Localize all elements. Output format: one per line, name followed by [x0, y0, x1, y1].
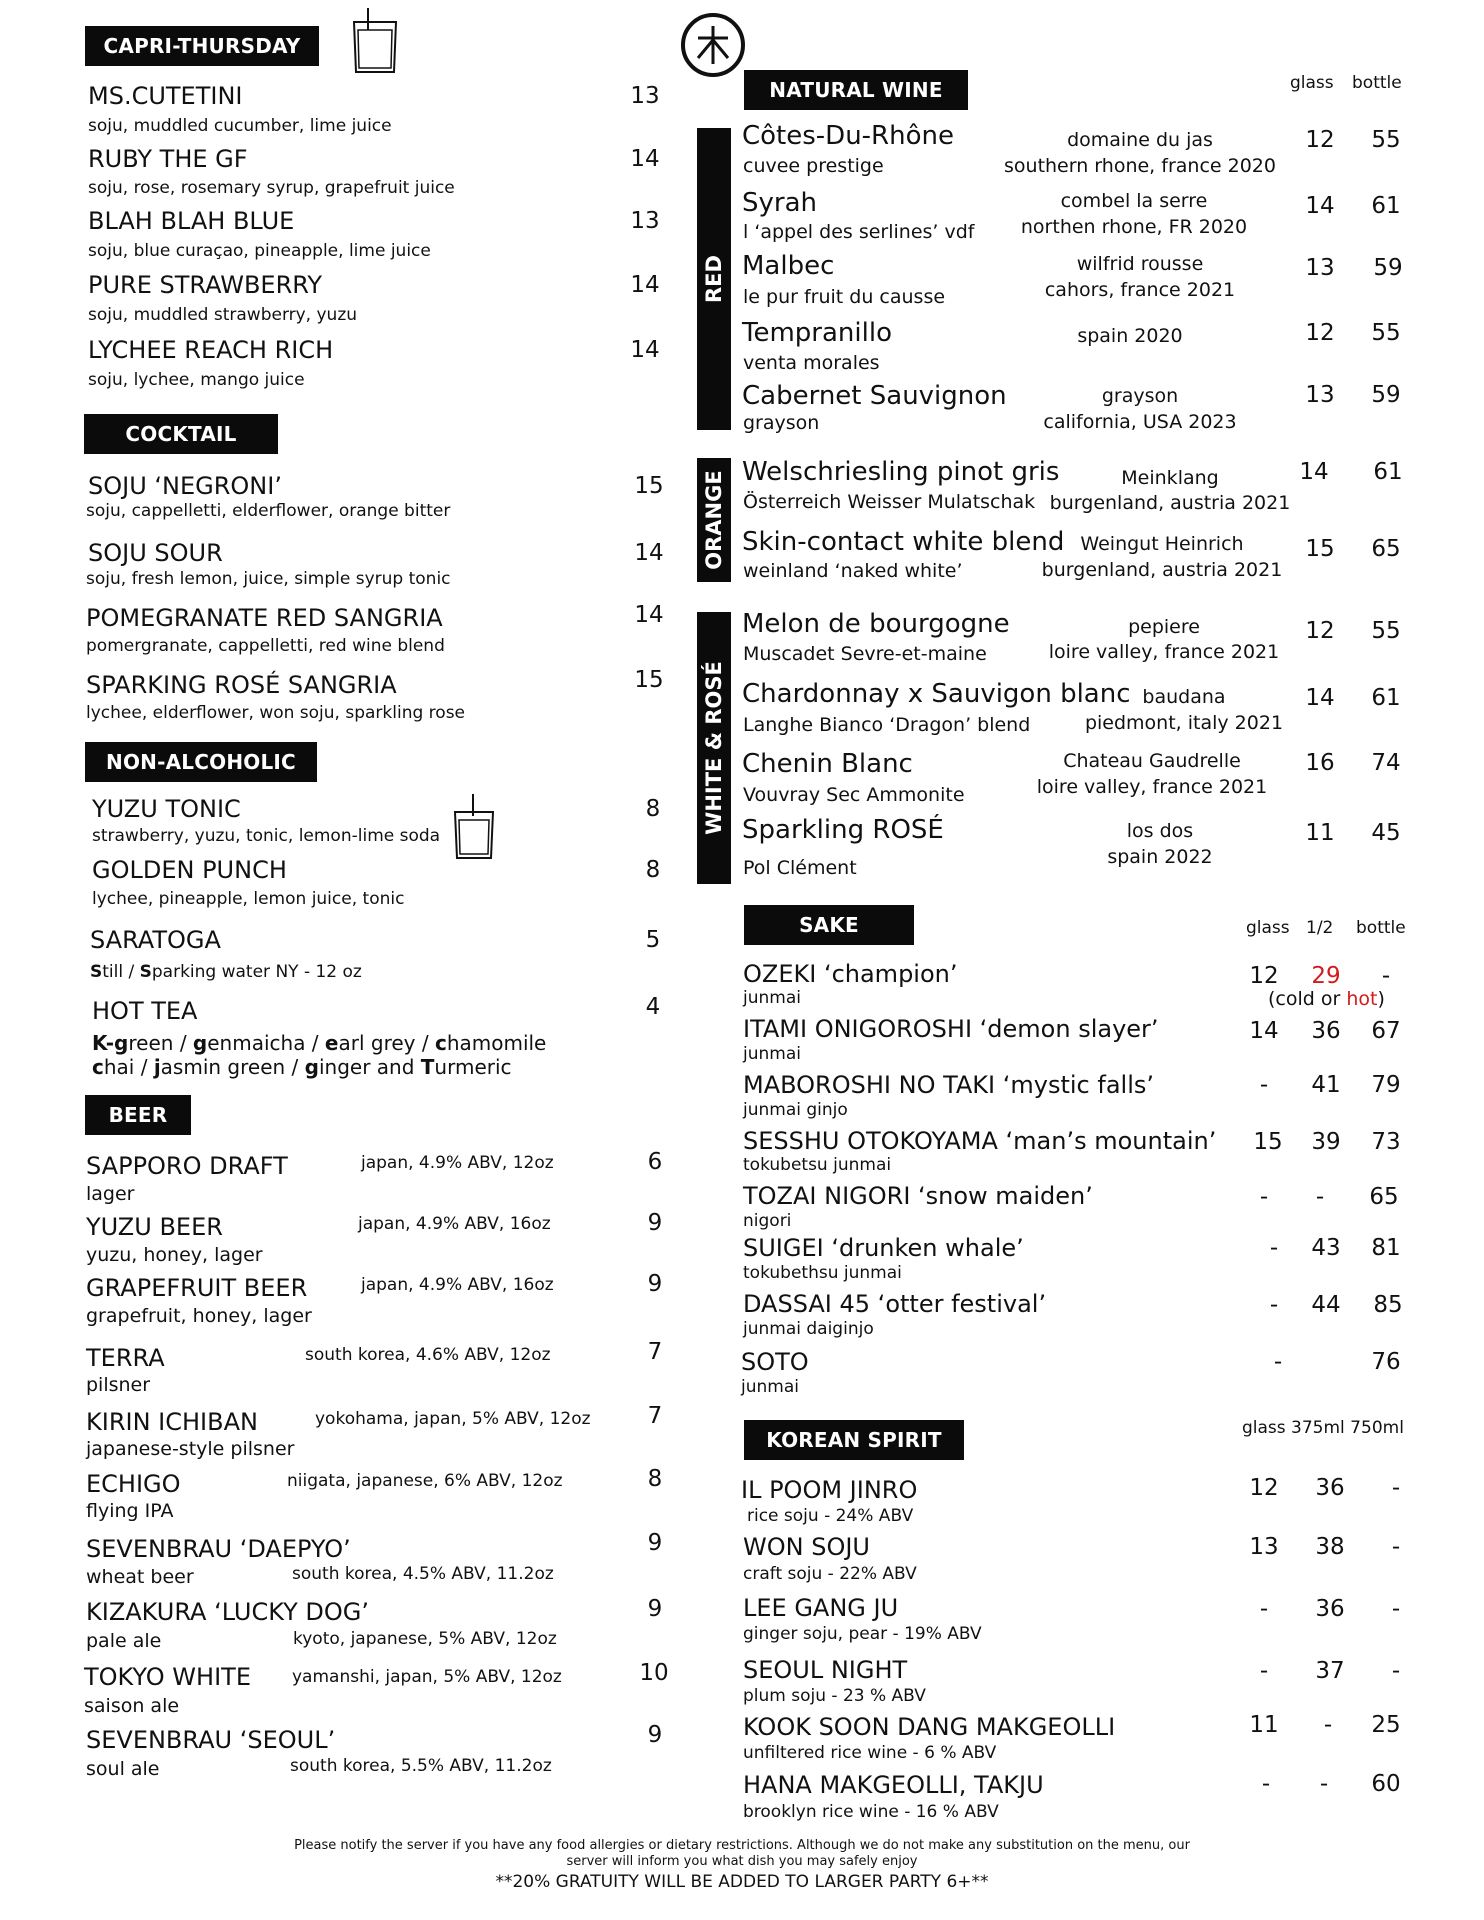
- wine-bottle-price: 74: [1371, 750, 1401, 776]
- spirit-glass-price: 11: [1249, 1712, 1279, 1738]
- spirit-375ml-price: -: [1323, 1712, 1333, 1738]
- menu-item-name: MS.CUTETINI: [88, 82, 243, 110]
- menu-item-origin: kyoto, japanese, 5% ABV, 12oz: [293, 1629, 557, 1649]
- sake-name: DASSAI 45 ‘otter festival’: [743, 1290, 1047, 1318]
- desc-text: hamomile: [446, 1031, 547, 1055]
- sake-name: MABOROSHI NO TAKI ‘mystic falls’: [743, 1071, 1154, 1099]
- menu-item-origin: japan, 4.9% ABV, 16oz: [361, 1275, 554, 1295]
- spirit-750ml-price: 60: [1371, 1771, 1401, 1797]
- spirit-glass-price: -: [1261, 1771, 1271, 1797]
- emphasis-letter: c: [92, 1055, 104, 1079]
- menu-item-price: 14: [630, 272, 660, 298]
- column-header-half: 1/2: [1306, 918, 1334, 938]
- sake-bottle-price: 67: [1371, 1018, 1401, 1044]
- sake-glass-price: 15: [1253, 1129, 1283, 1155]
- wine-bottle-price: 55: [1371, 320, 1401, 346]
- sake-subtitle: junmai: [741, 1377, 799, 1397]
- menu-item-name: SPARKING ROSÉ SANGRIA: [86, 671, 397, 699]
- spirit-name: KOOK SOON DANG MAKGEOLLI: [743, 1713, 1116, 1741]
- emphasis-letter: S: [90, 962, 103, 982]
- column-header-bottle: bottle: [1356, 918, 1406, 938]
- menu-item-price: 7: [647, 1339, 663, 1365]
- wine-region: spain 2022: [1107, 846, 1213, 868]
- menu-item-desc: soju, muddled cucumber, lime juice: [88, 116, 392, 136]
- menu-item-desc: soju, rose, rosemary syrup, grapefruit juice: [88, 178, 455, 198]
- sake-glass-price: -: [1269, 1235, 1279, 1261]
- desc-text: urmeric: [434, 1055, 512, 1079]
- wine-region: loire valley, france 2021: [1036, 776, 1268, 798]
- menu-item-origin: south korea, 5.5% ABV, 11.2oz: [290, 1756, 552, 1776]
- menu-item-price: 7: [647, 1403, 663, 1429]
- menu-item-name: RUBY THE GF: [88, 145, 248, 173]
- menu-item-origin: south korea, 4.5% ABV, 11.2oz: [292, 1564, 554, 1584]
- menu-item-desc: japanese-style pilsner: [86, 1438, 295, 1460]
- glass-icon: [451, 790, 497, 862]
- wine-producer: combel la serre: [1060, 190, 1208, 212]
- sake-subtitle: tokubethsu junmai: [743, 1263, 902, 1283]
- category-label: ORANGE: [702, 470, 726, 570]
- spirit-750ml-price: -: [1391, 1534, 1401, 1560]
- menu-item-name: GOLDEN PUNCH: [92, 856, 287, 884]
- wine-subtitle: venta morales: [743, 352, 880, 374]
- menu-item-name: YUZU BEER: [86, 1213, 223, 1241]
- menu-item-price: 9: [647, 1271, 663, 1297]
- menu-item-desc: saison ale: [84, 1695, 180, 1717]
- sake-name: TOZAI NIGORI ‘snow maiden’: [743, 1182, 1093, 1210]
- spirit-subtitle: brooklyn rice wine - 16 % ABV: [743, 1802, 999, 1822]
- menu-item-name: ECHIGO: [86, 1470, 181, 1498]
- menu-item-price: 4: [645, 994, 661, 1020]
- sake-bottle-price: -: [1381, 963, 1391, 989]
- sake-name: ITAMI ONIGOROSHI ‘demon slayer’: [743, 1015, 1159, 1043]
- menu-item-desc: soju, cappelletti, elderflower, orange bitter: [86, 501, 451, 521]
- wine-producer: Chateau Gaudrelle: [1063, 750, 1241, 772]
- spirit-glass-price: 13: [1249, 1534, 1279, 1560]
- emphasis-letter: g: [192, 1031, 208, 1055]
- sake-half-price: 44: [1311, 1292, 1341, 1318]
- wine-name: Sparkling ROSÉ: [742, 815, 944, 845]
- spirit-name: HANA MAKGEOLLI, TAKJU: [743, 1771, 1044, 1799]
- sake-half-price: 36: [1311, 1018, 1341, 1044]
- menu-item-price: 8: [647, 1466, 663, 1492]
- glass-icon: [346, 4, 404, 76]
- emphasis-letter: S: [139, 962, 152, 982]
- wine-bottle-price: 61: [1371, 193, 1401, 219]
- column-header-korean: glass 375ml 750ml: [1242, 1418, 1404, 1438]
- sake-glass-price: 12: [1249, 963, 1279, 989]
- sake-half-price: 43: [1311, 1235, 1341, 1261]
- sake-glass-price: 14: [1249, 1018, 1279, 1044]
- wine-glass-price: 12: [1305, 127, 1335, 153]
- menu-item-desc: flying IPA: [86, 1500, 174, 1522]
- column-header-glass: glass: [1290, 73, 1334, 93]
- footer-allergy-notice: Please notify the server if you have any food allergies or dietary restrictions. Although we do not make any substitution on the menu, our: [294, 1838, 1190, 1853]
- section-header-natural-wine: [744, 70, 968, 110]
- menu-item-desc: pilsner: [86, 1374, 151, 1396]
- menu-item-name: PURE STRAWBERRY: [88, 271, 323, 299]
- sake-glass-price: -: [1259, 1184, 1269, 1210]
- sake-bottle-price: 81: [1371, 1235, 1401, 1261]
- menu-item-origin: yokohama, japan, 5% ABV, 12oz: [315, 1409, 591, 1429]
- desc-text: hai /: [103, 1055, 154, 1079]
- category-bar-white-rose: [697, 612, 731, 884]
- emphasis-letter: j: [153, 1055, 161, 1079]
- menu-item-price: 15: [634, 667, 664, 693]
- tree-logo-icon: [680, 12, 746, 78]
- wine-bottle-price: 59: [1371, 382, 1401, 408]
- menu-item-desc: soju, blue curaçao, pineapple, lime juice: [88, 241, 431, 261]
- wine-producer: Weingut Heinrich: [1080, 533, 1244, 555]
- menu-item-name: BLAH BLAH BLUE: [88, 207, 295, 235]
- section-title: COCKTAIL: [125, 422, 237, 446]
- spirit-name: SEOUL NIGHT: [743, 1656, 908, 1684]
- wine-name: Welschriesling pinot gris: [742, 457, 1060, 487]
- wine-subtitle: cuvee prestige: [743, 155, 884, 177]
- menu-item-origin: japan, 4.9% ABV, 16oz: [358, 1214, 551, 1234]
- section-header-capri-thursday: [85, 26, 319, 66]
- wine-bottle-price: 61: [1373, 459, 1403, 485]
- menu-item-price: 13: [630, 208, 660, 234]
- menu-item-price: 10: [639, 1660, 669, 1686]
- wine-bottle-price: 55: [1371, 618, 1401, 644]
- wine-glass-price: 14: [1305, 685, 1335, 711]
- tea-options-line-1: [92, 1031, 546, 1055]
- spirit-750ml-price: -: [1391, 1596, 1401, 1622]
- menu-item-name: YUZU TONIC: [92, 795, 241, 823]
- menu-item-origin: japan, 4.9% ABV, 12oz: [361, 1153, 554, 1173]
- section-title: BEER: [108, 1103, 168, 1127]
- wine-producer: baudana: [1142, 686, 1226, 708]
- sake-name: OZEKI ‘champion’: [743, 960, 958, 988]
- wine-name: Chardonnay x Sauvigon blanc: [742, 679, 1131, 709]
- wine-glass-price: 14: [1299, 459, 1329, 485]
- sake-name: SESSHU OTOKOYAMA ‘man’s mountain’: [743, 1127, 1217, 1155]
- menu-item-name: KIRIN ICHIBAN: [86, 1408, 258, 1436]
- wine-glass-price: 15: [1305, 536, 1335, 562]
- note-hot: hot: [1346, 988, 1378, 1010]
- sake-glass-price: -: [1269, 1292, 1279, 1318]
- section-title: NATURAL WINE: [769, 78, 943, 102]
- category-label: RED: [702, 255, 726, 303]
- sake-glass-price: -: [1259, 1072, 1269, 1098]
- menu-item-price: 9: [647, 1530, 663, 1556]
- sake-subtitle: nigori: [743, 1211, 792, 1231]
- wine-producer: grayson: [1101, 385, 1179, 407]
- section-header-cocktail: [84, 414, 278, 454]
- spirit-glass-price: -: [1259, 1658, 1269, 1684]
- wine-bottle-price: 45: [1371, 820, 1401, 846]
- menu-item-desc: [90, 961, 362, 983]
- menu-item-name: KIZAKURA ‘LUCKY DOG’: [86, 1598, 369, 1626]
- desc-text: enmaicha /: [207, 1031, 325, 1055]
- menu-item-name: SEVENBRAU ‘SEOUL’: [86, 1726, 336, 1754]
- menu-item-price: 14: [630, 337, 660, 363]
- desc-text: reen /: [128, 1031, 193, 1055]
- menu-item-price: 14: [634, 540, 664, 566]
- desc-text: inger and: [318, 1055, 421, 1079]
- menu-item-desc: soju, lychee, mango juice: [88, 370, 305, 390]
- wine-subtitle: weinland ‘naked white’: [743, 560, 963, 582]
- spirit-name: LEE GANG JU: [743, 1594, 899, 1622]
- wine-glass-price: 13: [1305, 255, 1335, 281]
- spirit-subtitle: ginger soju, pear - 19% ABV: [743, 1624, 982, 1644]
- wine-glass-price: 13: [1305, 382, 1335, 408]
- section-header-korean-spirit: [744, 1420, 964, 1460]
- sake-bottle-price: 79: [1371, 1072, 1401, 1098]
- sake-subtitle: junmai daiginjo: [743, 1319, 874, 1339]
- menu-item-desc: strawberry, yuzu, tonic, lemon-lime soda: [92, 826, 441, 846]
- spirit-375ml-price: 37: [1315, 1658, 1345, 1684]
- emphasis-letter: c: [434, 1031, 447, 1055]
- menu-item-name: LYCHEE REACH RICH: [88, 336, 334, 364]
- sake-half-price: -: [1315, 1184, 1325, 1210]
- menu-item-price: 14: [630, 146, 660, 172]
- wine-subtitle: Langhe Bianco ‘Dragon’ blend: [743, 714, 1031, 736]
- menu-item-desc: soul ale: [86, 1758, 160, 1780]
- menu-item-price: 6: [647, 1149, 663, 1175]
- category-bar-orange: [697, 458, 731, 582]
- sake-half-price: 41: [1311, 1072, 1341, 1098]
- menu-item-origin: south korea, 4.6% ABV, 12oz: [305, 1345, 551, 1365]
- section-title: SAKE: [799, 913, 859, 937]
- section-header-beer: [85, 1095, 191, 1135]
- spirit-name: WON SOJU: [743, 1533, 870, 1561]
- wine-name: Côtes-Du-Rhône: [742, 121, 954, 151]
- menu-item-origin: yamanshi, japan, 5% ABV, 12oz: [292, 1667, 562, 1687]
- menu-item-price: 14: [634, 602, 664, 628]
- column-header-glass: glass: [1246, 918, 1290, 938]
- wine-region: cahors, france 2021: [1044, 279, 1236, 301]
- menu-item-desc: pale ale: [86, 1630, 162, 1652]
- menu-item-name: SARATOGA: [90, 926, 221, 954]
- category-label: WHITE & ROSÉ: [702, 661, 726, 835]
- wine-subtitle: Vouvray Sec Ammonite: [743, 784, 965, 806]
- emphasis-letter: T: [420, 1055, 435, 1079]
- menu-item-name: GRAPEFRUIT BEER: [86, 1274, 308, 1302]
- menu-item-price: 5: [645, 927, 661, 953]
- sake-subtitle: junmai ginjo: [743, 1100, 848, 1120]
- note-text: (cold or: [1268, 988, 1347, 1010]
- menu-item-price: 8: [645, 796, 661, 822]
- sake-name: SOTO: [741, 1348, 809, 1376]
- wine-region: piedmont, italy 2021: [1084, 712, 1284, 734]
- wine-name: Tempranillo: [742, 318, 892, 348]
- menu-item-name: POMEGRANATE RED SANGRIA: [86, 604, 443, 632]
- emphasis-letter: e: [324, 1031, 339, 1055]
- section-header-non-alcoholic: [85, 742, 317, 782]
- menu-item-price: 8: [645, 857, 661, 883]
- wine-subtitle: grayson: [743, 412, 820, 434]
- desc-text: parking water NY - 12 oz: [151, 962, 362, 982]
- menu-item-desc: lychee, elderflower, won soju, sparkling rose: [86, 703, 466, 723]
- spirit-glass-price: 12: [1249, 1475, 1279, 1501]
- wine-subtitle: l ‘appel des serlines’ vdf: [743, 221, 975, 243]
- wine-region: burgenland, austria 2021: [1049, 492, 1291, 514]
- wine-subtitle: le pur fruit du causse: [743, 286, 946, 308]
- spirit-375ml-price: 36: [1315, 1596, 1345, 1622]
- wine-name: Chenin Blanc: [742, 749, 913, 779]
- menu-item-name: TOKYO WHITE: [84, 1663, 251, 1691]
- emphasis-letter: g: [304, 1055, 319, 1079]
- menu-item-price: 9: [647, 1722, 663, 1748]
- section-title: NON-ALCOHOLIC: [106, 750, 296, 774]
- column-header-bottle: bottle: [1352, 73, 1402, 93]
- spirit-750ml-price: -: [1391, 1658, 1401, 1684]
- spirit-750ml-price: 25: [1371, 1712, 1401, 1738]
- menu-item-name: SOJU SOUR: [88, 539, 223, 567]
- wine-region: loire valley, france 2021: [1048, 641, 1280, 663]
- wine-region: california, USA 2023: [1043, 411, 1237, 433]
- tea-options-line-2: [92, 1055, 512, 1079]
- spirit-subtitle: rice soju - 24% ABV: [747, 1506, 914, 1526]
- wine-name: Malbec: [742, 251, 835, 281]
- menu-item-desc: soju, muddled strawberry, yuzu: [88, 305, 358, 325]
- sake-serving-note: [1268, 988, 1385, 1010]
- section-header-sake: [744, 905, 914, 945]
- wine-subtitle: Muscadet Sevre-et-maine: [743, 643, 987, 665]
- spirit-subtitle: plum soju - 23 % ABV: [743, 1686, 926, 1706]
- desc-text: asmin green /: [160, 1055, 305, 1079]
- menu-item-price: 13: [630, 83, 660, 109]
- wine-subtitle: Österreich Weisser Mulatschak: [743, 491, 1036, 513]
- sake-half-price: 29: [1311, 963, 1341, 989]
- spirit-375ml-price: 38: [1315, 1534, 1345, 1560]
- wine-region: southern rhone, france 2020: [1004, 155, 1276, 177]
- menu-item-name: SOJU ‘NEGRONI’: [88, 472, 282, 500]
- wine-region: northen rhone, FR 2020: [1020, 216, 1248, 238]
- menu-item-desc: yuzu, honey, lager: [86, 1244, 263, 1266]
- sake-subtitle: tokubetsu junmai: [743, 1155, 892, 1175]
- wine-producer: spain 2020: [1077, 325, 1183, 347]
- sake-bottle-price: 65: [1369, 1184, 1399, 1210]
- wine-producer: los dos: [1126, 820, 1194, 842]
- spirit-375ml-price: 36: [1315, 1475, 1345, 1501]
- wine-producer: Meinklang: [1121, 467, 1219, 489]
- sake-bottle-price: 76: [1371, 1349, 1401, 1375]
- wine-bottle-price: 61: [1371, 685, 1401, 711]
- menu-item-desc: pomergranate, cappelletti, red wine blend: [86, 636, 445, 656]
- section-title: KOREAN SPIRIT: [766, 1428, 942, 1452]
- section-title: CAPRI-THURSDAY: [103, 34, 301, 58]
- wine-bottle-price: 55: [1371, 127, 1401, 153]
- sake-subtitle: junmai: [743, 1044, 801, 1064]
- spirit-375ml-price: -: [1319, 1771, 1329, 1797]
- wine-glass-price: 12: [1305, 320, 1335, 346]
- menu-item-price: 15: [634, 473, 664, 499]
- menu-item-origin: niigata, japanese, 6% ABV, 12oz: [287, 1471, 563, 1491]
- spirit-glass-price: -: [1259, 1596, 1269, 1622]
- wine-glass-price: 14: [1305, 193, 1335, 219]
- menu-item-desc: soju, fresh lemon, juice, simple syrup tonic: [86, 569, 451, 589]
- menu-item-desc: grapefruit, honey, lager: [86, 1305, 312, 1327]
- wine-name: Cabernet Sauvignon: [742, 381, 1007, 411]
- wine-glass-price: 16: [1305, 750, 1335, 776]
- wine-glass-price: 11: [1305, 820, 1335, 846]
- sake-half-price: 39: [1311, 1129, 1341, 1155]
- spirit-subtitle: unfiltered rice wine - 6 % ABV: [743, 1743, 997, 1763]
- wine-producer: wilfrid rousse: [1076, 253, 1204, 275]
- menu-item-desc: lager: [86, 1183, 135, 1205]
- menu-item-desc: wheat beer: [86, 1566, 194, 1588]
- sake-bottle-price: 85: [1373, 1292, 1403, 1318]
- wine-producer: pepiere: [1128, 616, 1200, 638]
- menu-item-name: SAPPORO DRAFT: [86, 1152, 288, 1180]
- wine-region: burgenland, austria 2021: [1041, 559, 1283, 581]
- wine-producer: domaine du jas: [1067, 129, 1213, 151]
- sake-bottle-price: 73: [1371, 1129, 1401, 1155]
- desc-text: till /: [102, 962, 140, 982]
- sake-glass-price: -: [1273, 1349, 1283, 1375]
- menu-item-name: HOT TEA: [92, 997, 198, 1025]
- wine-bottle-price: 59: [1373, 255, 1403, 281]
- sake-name: SUIGEI ‘drunken whale’: [743, 1234, 1024, 1262]
- wine-glass-price: 12: [1305, 618, 1335, 644]
- spirit-name: IL POOM JINRO: [741, 1476, 918, 1504]
- sake-subtitle: junmai: [743, 988, 801, 1008]
- footer-gratuity-notice: **20% GRATUITY WILL BE ADDED TO LARGER PARTY 6+**: [495, 1872, 989, 1892]
- menu-item-name: SEVENBRAU ‘DAEPYO’: [86, 1535, 351, 1563]
- note-text: ): [1377, 988, 1385, 1010]
- wine-name: Syrah: [742, 188, 817, 218]
- wine-subtitle: Pol Clément: [743, 857, 857, 879]
- menu-item-price: 9: [647, 1596, 663, 1622]
- wine-name: Melon de bourgogne: [742, 609, 1010, 639]
- spirit-subtitle: craft soju - 22% ABV: [743, 1564, 917, 1584]
- menu-item-price: 9: [647, 1210, 663, 1236]
- desc-text: arl grey /: [338, 1031, 435, 1055]
- emphasis-letter: K-g: [92, 1031, 129, 1055]
- footer-allergy-notice-2: server will inform you what dish you may safely enjoy: [566, 1854, 918, 1869]
- wine-name: Skin-contact white blend: [742, 527, 1065, 557]
- menu-item-desc: lychee, pineapple, lemon juice, tonic: [92, 889, 405, 909]
- spirit-750ml-price: -: [1391, 1475, 1401, 1501]
- menu-item-name: TERRA: [86, 1344, 165, 1372]
- wine-bottle-price: 65: [1371, 536, 1401, 562]
